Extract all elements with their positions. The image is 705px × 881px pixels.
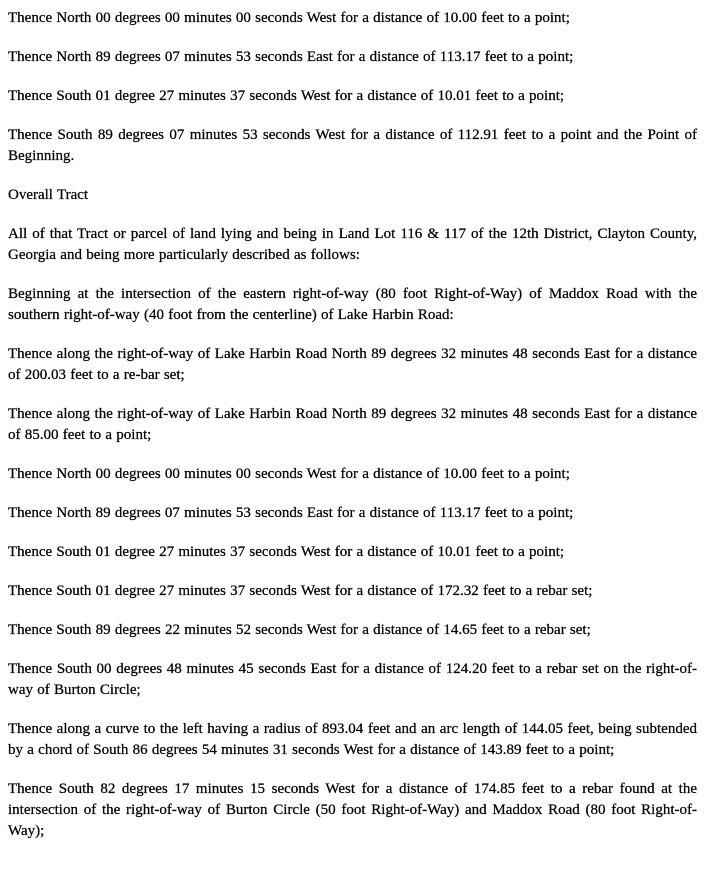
paragraph-course-east-113-17: Thence North 89 degrees 07 minutes 53 seconds East for a distance of 113.17 feet to a point; <box>8 49 574 65</box>
paragraph-course-west-174-85-maddox-road: Thence South 82 degrees 17 minutes 15 seconds West for a distance of 174.85 feet to a rebar found at the intersection of the right-of-way of Burton Circle (50 foot Right-of-Way) and Maddox Road (80 foot Right-of-Way); <box>8 781 697 839</box>
paragraph-course-point-of-beginning: Thence South 89 degrees 07 minutes 53 seconds West for a distance of 112.91 feet to a point and the Point of Beginning. <box>8 127 697 164</box>
paragraph-course-east-124-20-burton-circle: Thence South 00 degrees 48 minutes 45 seconds East for a distance of 124.20 feet to a rebar set on the right-of-way of Burton Circle; <box>8 661 697 698</box>
paragraph-course-lake-harbin-200-03: Thence along the right-of-way of Lake Harbin Road North 89 degrees 32 minutes 48 seconds East for a distance of 200.03 feet to a re-bar set; <box>8 346 697 383</box>
paragraph-course-west-172-32: Thence South 01 degree 27 minutes 37 seconds West for a distance of 172.32 feet to a rebar set; <box>8 583 593 599</box>
section-heading-overall-tract: Overall Tract <box>8 187 89 203</box>
paragraph-course-north-10-00: Thence North 00 degrees 00 minutes 00 seconds West for a distance of 10.00 feet to a point; <box>8 10 570 26</box>
paragraph-course-north-10-00-repeat: Thence North 00 degrees 00 minutes 00 seconds West for a distance of 10.00 feet to a point; <box>8 466 570 482</box>
paragraph-course-west-10-01-repeat: Thence South 01 degree 27 minutes 37 seconds West for a distance of 10.01 feet to a point; <box>8 544 565 560</box>
paragraph-course-west-10-01: Thence South 01 degree 27 minutes 37 seconds West for a distance of 10.01 feet to a point; <box>8 88 565 104</box>
paragraph-course-west-14-65: Thence South 89 degrees 22 minutes 52 seconds West for a distance of 14.65 feet to a rebar set; <box>8 622 591 638</box>
paragraph-course-east-113-17-repeat: Thence North 89 degrees 07 minutes 53 seconds East for a distance of 113.17 feet to a point; <box>8 505 574 521</box>
paragraph-course-lake-harbin-85-00: Thence along the right-of-way of Lake Harbin Road North 89 degrees 32 minutes 48 seconds East for a distance of 85.00 feet to a point; <box>8 406 697 443</box>
paragraph-tract-description: All of that Tract or parcel of land lying and being in Land Lot 116 & 117 of the 12th District, Clayton County, Georgia and being more particularly described as follows: <box>8 226 697 263</box>
paragraph-beginning-intersection: Beginning at the intersection of the eastern right-of-way (80 foot Right-of-Way) of Maddox Road with the southern right-of-way (40 foot from the centerline) of Lake Harbin Road: <box>8 286 697 323</box>
paragraph-curve-left-radius-893-04: Thence along a curve to the left having a radius of 893.04 feet and an arc length of 144.05 feet, being subtended by a chord of South 86 degrees 54 minutes 31 seconds West for a distance of 143.89 feet to a point; <box>8 721 697 758</box>
